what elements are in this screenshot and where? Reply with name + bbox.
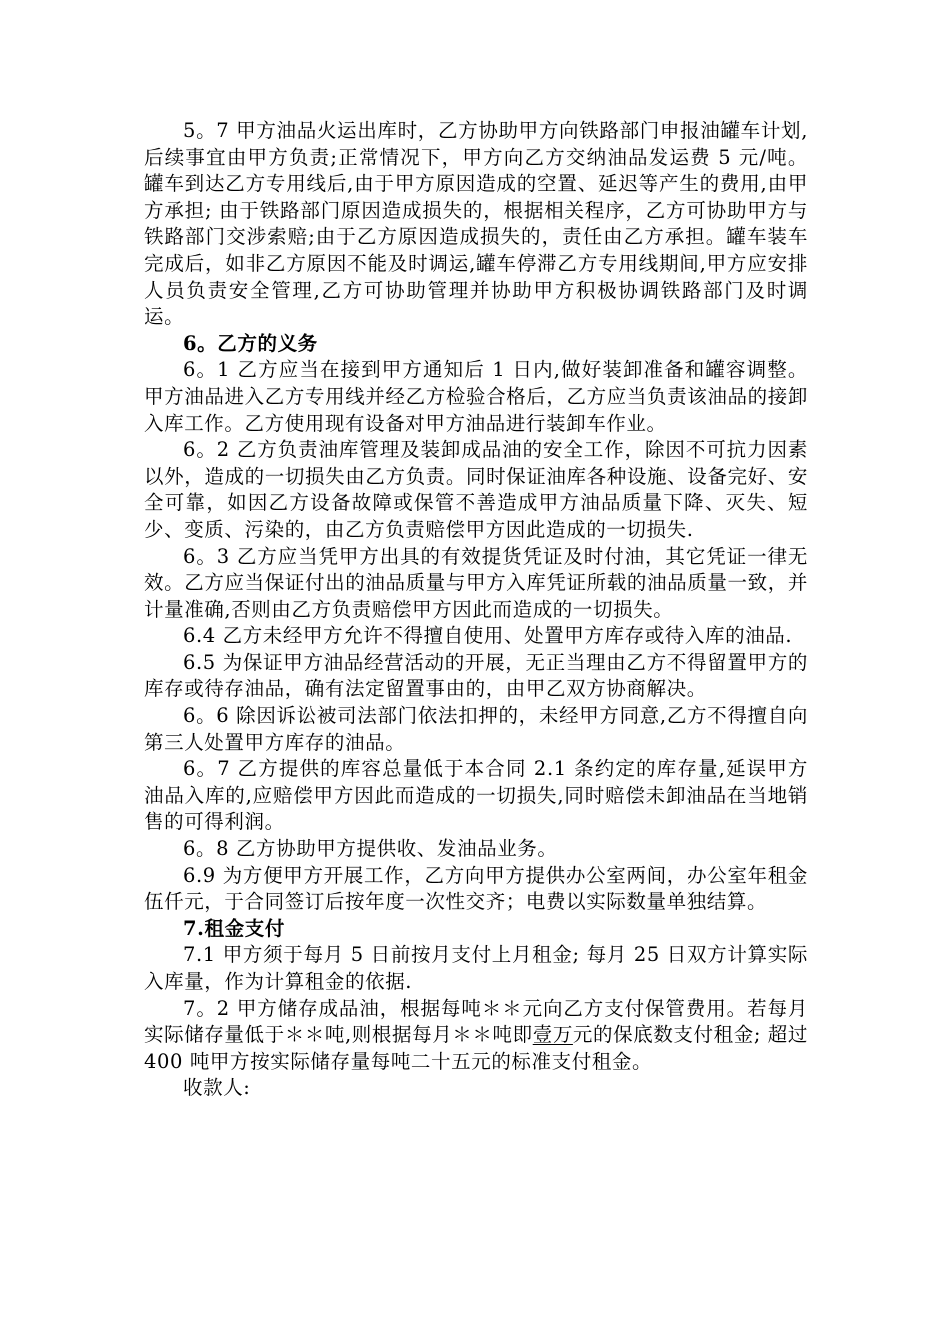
clause-7-2-text-before: 7。2 甲方储存成品油，根据每吨＊＊元向乙方支付保管费用。若每月实际储存量低于＊＊吨,则根据每月＊＊吨即	[144, 996, 808, 1047]
clause-7-2-text-after: 元的保底数支付租金; 超过 400 吨甲方按实际储存量每吨二十五元的标准支付租金。	[144, 1023, 808, 1073]
clause-6-2: 6。2 乙方负责油库管理及装卸成品油的安全工作，除因不可抗力因素以外，造成的一切损失由乙方负责。同时保证油库各种设施、设备完好、安全可靠，如因乙方设备故障或保管不善造成甲方油品质量下降、灭失、短少、变质、污染的，由乙方负责赔偿甲方因此造成的一切损失.	[144, 438, 808, 541]
document-body	[144, 118, 808, 1102]
clause-6-8: 6。8 乙方协助甲方提供收、发油品业务。	[183, 837, 558, 861]
clause-6-3: 6。3 乙方应当凭甲方出具的有效提货凭证及时付油，其它凭证一律无效。乙方应当保证付出的油品质量与甲方入库凭证所载的油品质量一致，并计量准确,否则由乙方负责赔偿甲方因此而造成的一切损失。	[144, 544, 808, 621]
clause-7-2	[144, 996, 808, 1076]
clause-6-1: 6。1 乙方应当在接到甲方通知后 1 日内,做好装卸准备和罐容调整。甲方油品进入乙方专用线并经乙方检验合格后，乙方应当负责该油品的接卸入库工作。乙方使用现有设备对甲方油品进行装卸车作业。	[144, 358, 808, 435]
clause-7-1: 7.1 甲方须于每月 5 日前按月支付上月租金; 每月 25 日双方计算实际入库量，作为计算租金的依据.	[144, 943, 808, 993]
clause-6-9: 6.9 为方便甲方开展工作，乙方向甲方提供办公室两间，办公室年租金伍仟元，于合同签订后按年度一次性交齐；电费以实际数量单独结算。	[144, 863, 808, 914]
clause-5-7: 5。7 甲方油品火运出库时，乙方协助甲方向铁路部门申报油罐车计划,后续事宜由甲方负责;正常情况下，甲方向乙方交纳油品发运费 5 元/吨。罐车到达乙方专用线后,由于甲方原因造成的空置、延迟等产生的费用,由甲方承担; 由于铁路部门原因造成损失的，根据相关程序，乙方可协助甲方与铁路部门交涉索赔;由于乙方原因造成损失的，责任由乙方承担。罐车装车完成后，如非乙方原因不能及时调运,罐车停滞乙方专用线期间,甲方应安排人员负责安全管理,乙方可协助管理并协助甲方积极协调铁路部门及时调运。	[144, 119, 808, 329]
payee-label: 收款人:	[183, 1076, 251, 1100]
clause-6-6: 6。6 除因诉讼被司法部门依法扣押的，未经甲方同意,乙方不得擅自向第三人处置甲方库存的油品。	[144, 704, 808, 754]
clause-7-2-underlined-amount: 壹万	[532, 1023, 573, 1047]
clause-6-7: 6。7 乙方提供的库容总量低于本合同 2.1 条约定的库存量,延误甲方油品入库的,应赔偿甲方因此而造成的一切损失,同时赔偿未卸油品在当地销售的可得利润。	[144, 757, 808, 834]
clause-6-5: 6.5 为保证甲方油品经营活动的开展，无正当理由乙方不得留置甲方的库存或待存油品，确有法定留置事由的，由甲乙双方协商解决。	[144, 650, 808, 701]
section-heading-7: 7.租金支付	[183, 916, 285, 940]
section-heading-6: 6。乙方的义务	[183, 331, 318, 355]
clause-6-4: 6.4 乙方未经甲方允许不得擅自使用、处置甲方库存或待入库的油品.	[183, 624, 793, 648]
